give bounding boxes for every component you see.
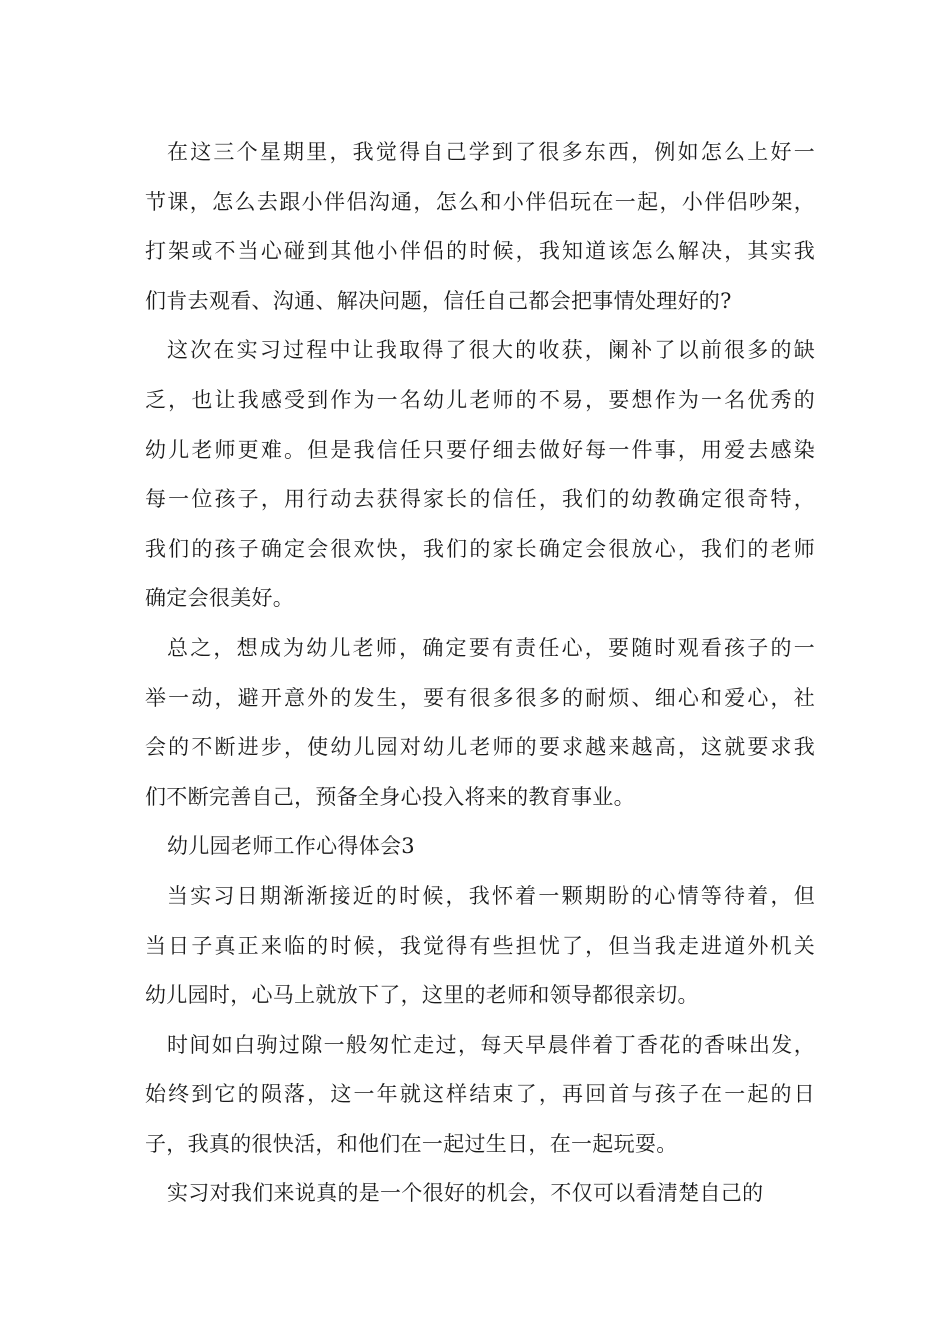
text-line: 我们的孩子确定会很欢快，我们的家长确定会很放心，我们的老师 [145,536,815,561]
text-line: 总之，想成为幼儿老师，确定要有责任心，要随时观看孩子的一 [167,635,815,660]
text-line: 这次在实习过程中让我取得了很大的收获，阑补了以前很多的缺 [167,338,815,363]
text-line: 幼儿园老师工作心得体会3 [167,834,415,859]
text-line: 每一位孩子，用行动去获得家长的信任，我们的幼教确定很奇特， [145,487,815,512]
text-line: 举一动，避开意外的发生，要有很多很多的耐烦、细心和爱心，社 [145,685,815,710]
text-line: 当日子真正来临的时候，我觉得有些担忧了，但当我走进道外机关 [145,933,815,958]
body-paragraph [145,624,815,822]
text-line: 确定会很美好。 [145,586,295,611]
body-paragraph [145,128,815,326]
text-line: 幼儿老师更难。但是我信任只要仔细去做好每一件事，用爱去感染 [145,437,815,462]
text-line: 在这三个星期里，我觉得自己学到了很多东西，例如怎么上好一 [167,140,815,164]
document-body [145,128,815,1219]
text-line: 节课，怎么去跟小伴侣沟通，怎么和小伴侣玩在一起，小伴侣吵架， [145,189,815,214]
text-line: 打架或不当心碰到其他小伴侣的时候，我知道该怎么解决，其实我 [145,239,815,264]
text-line: 实习对我们来说真的是一个很好的机会，不仅可以看清楚自己的 [167,1181,764,1206]
text-line: 子，我真的很快活，和他们在一起过生日，在一起玩耍。 [145,1131,678,1156]
body-paragraph [145,1021,815,1170]
body-paragraph [145,1169,815,1219]
text-line: 会的不断进步，使幼儿园对幼儿老师的要求越来越高，这就要求我 [145,735,815,760]
text-line: 们肯去观看、沟通、解决问题，信任自己都会把事情处理好的? [145,288,732,313]
text-line: 当实习日期渐渐接近的时候，我怀着一颗期盼的心情等待着，但 [167,883,815,908]
text-line: 乏，也让我感受到作为一名幼儿老师的不易，要想作为一名优秀的 [145,387,815,412]
text-line: 始终到它的陨落，这一年就这样结束了，再回首与孩子在一起的日 [145,1082,815,1107]
text-line: 们不断完善自己，预备全身心投入将来的教育事业。 [145,784,635,809]
section-heading [145,822,815,872]
body-paragraph [145,872,815,1021]
text-line: 幼儿园时，心马上就放下了，这里的老师和领导都很亲切。 [145,983,699,1008]
body-paragraph [145,326,815,624]
text-line: 时间如白驹过隙一般匆忙走过，每天早晨伴着丁香花的香味出发， [167,1032,815,1057]
